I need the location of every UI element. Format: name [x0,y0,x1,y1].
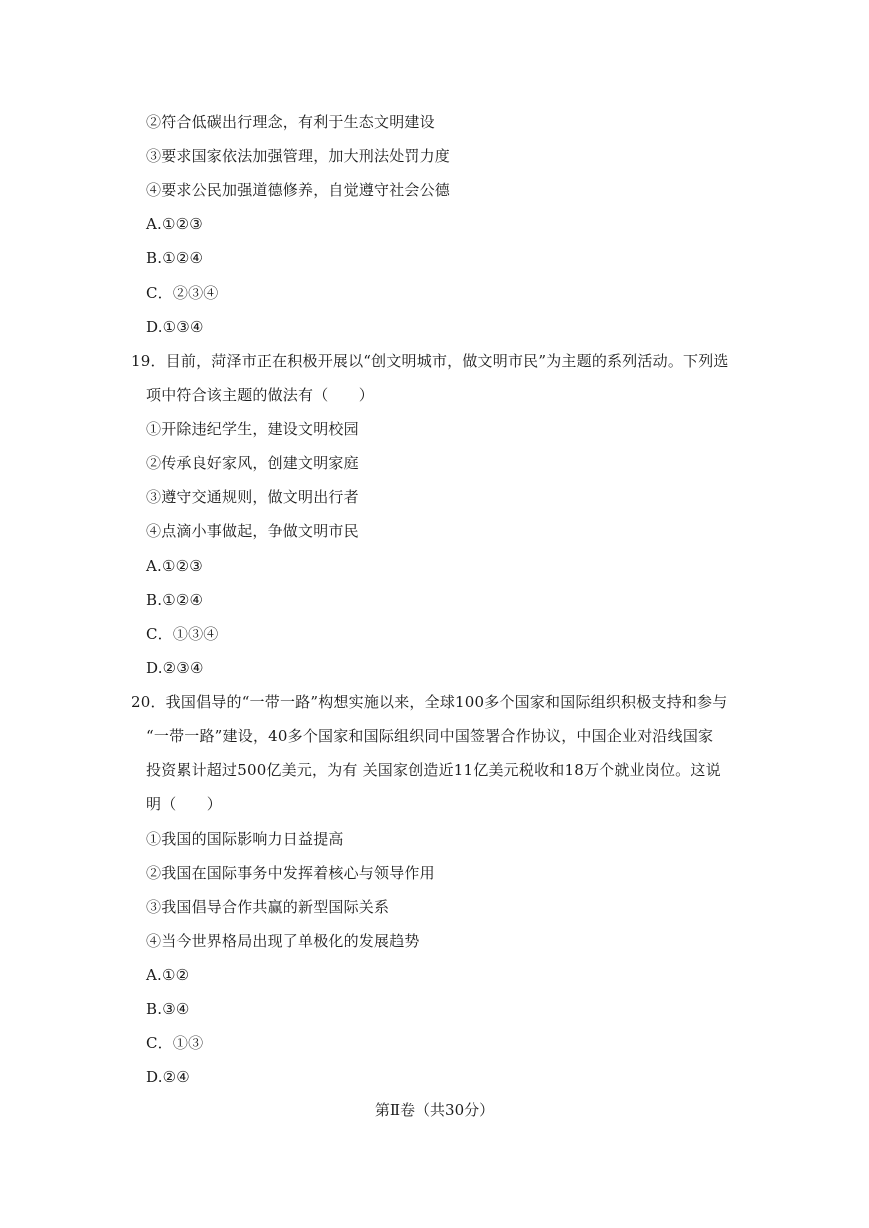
q19-choice-d: D.②③④ [146,659,204,677]
prev-statement-2: ②符合低碳出行理念，有利于生态文明建设 [146,113,435,131]
q19-choice-b: B.①②④ [146,591,204,609]
q20-choice-c: C．①③ [146,1034,204,1052]
q20-statement-3: ③我国倡导合作共赢的新型国际关系 [146,898,390,916]
q20-statement-2: ②我国在国际事务中发挥着核心与领导作用 [146,864,435,882]
q19-choice-c: C．①③④ [146,625,219,643]
q20-choice-b: B.③④ [146,1000,190,1018]
q19-statement-4: ④点滴小事做起，争做文明市民 [146,522,359,540]
q20-choice-a: A.①② [146,966,190,984]
q19-statement-2: ②传承良好家风，创建文明家庭 [146,454,359,472]
prev-statement-3: ③要求国家依法加强管理，加大刑法处罚力度 [146,147,451,165]
section-title: 第Ⅱ卷（共30分） [374,1101,495,1119]
q19-stem-line-2: 项中符合该主题的做法有（ ） [146,386,375,404]
q19-choice-a: A.①②③ [146,557,203,575]
q20-stem-line-3: 投资累计超过500亿美元，为有 关国家创造近11亿美元税收和18万个就业岗位。这说 [146,761,721,779]
q20-statement-4: ④当今世界格局出现了单极化的发展趋势 [146,932,420,950]
prev-choice-c: C．②③④ [146,284,219,302]
q19-statement-1: ①开除违纪学生，建设文明校园 [146,420,359,438]
q20-statement-1: ①我国的国际影响力日益提高 [146,830,344,848]
q20-stem-line-1: 20．我国倡导的“一带一路”构想实施以来，全球100多个国家和国际组织积极支持和参与 [131,693,728,711]
q20-choice-d: D.②④ [146,1068,190,1086]
prev-choice-d: D.①③④ [146,318,204,336]
q19-statement-3: ③遵守交通规则，做文明出行者 [146,488,359,506]
q20-stem-line-2: “一带一路”建设，40多个国家和国际组织同中国签署合作协议，中国企业对沿线国家 [146,727,714,745]
prev-choice-a: A.①②③ [146,215,203,233]
prev-choice-b: B.①②④ [146,249,204,267]
q19-stem-line-1: 19．目前，菏泽市正在积极开展以“创文明城市，做文明市民”为主题的系列活动。下列选 [131,352,729,370]
q20-stem-line-4: 明（ ） [146,795,223,813]
prev-statement-4: ④要求公民加强道德修养，自觉遵守社会公德 [146,181,451,199]
